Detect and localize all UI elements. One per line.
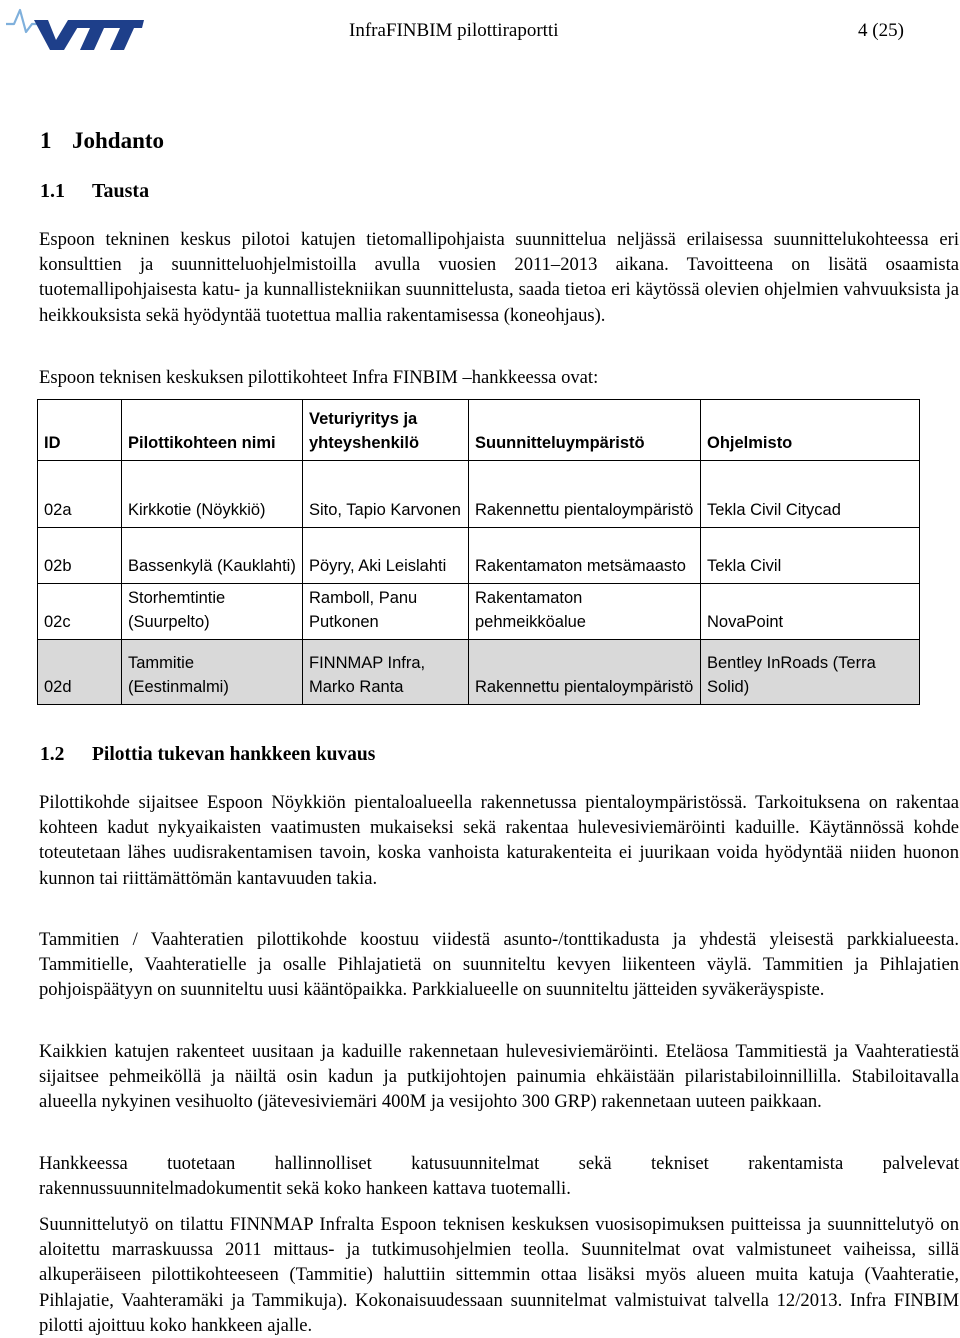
table-header-row [38,400,920,461]
page-number: 4 (25) [858,20,904,41]
cell-environment: Rakennettu pientaloympäristö [469,461,701,528]
cell-name: Tammitie (Eestinmalmi) [122,640,303,705]
cell-name: Kirkkotie (Nöykkiö) [122,461,303,528]
section-title: Johdanto [72,128,165,153]
paragraph-structures: Kaikkien katujen rakenteet uusitaan ja kaduille rakennetaan hulevesiviemäröinti. Eteläosa Tammitiestä ja Vaahteratiestä sijaitsee pehmeiköllä ja näiltä osin kadun ja putkijohtojen painumia ehkäistään pilaristabiloinnillilla. Stabiloitavalla alueella nykyinen vesihuolto (jätevesiviemäri 400M ja vesijohto 300 GRP) rakennetaan uuteen paikkaan. [39,1041,959,1113]
cell-software: Tekla Civil Citycad [701,461,920,528]
pilot-table [37,399,920,705]
intro-paragraph: Espoon tekninen keskus pilotoi katujen tietomallipohjaista suunnittelua neljässä erilaisessa suunnittelukohteessa eri konsulttien ja suunnitteluohjelmistoilla avulla vuosien 2011–2013 aikana. Tavoitteena on lisätä osaamista tuotemallipohjaisesta katu- ja kunnallistekniikan suunnittelusta, saada tietoa eri käytössä olevien ohjelmien vahvuuksista ja heikkouksista sekä hyödyntää tuotettua mallia rakentamisessa (koneohjaus). [39,229,959,326]
cell-contact: Pöyry, Aki Leislahti [303,528,469,584]
section-number: 1.2 [40,744,65,765]
header-contact: Veturiyritys ja yhteyshenkilö [303,400,469,461]
table-row [38,584,920,640]
section-heading-1-1 [40,180,149,203]
cell-name: Storhemtintie (Suurpelto) [122,584,303,640]
cell-id: 02a [38,461,122,528]
cell-software: Bentley InRoads (Terra Solid) [701,640,920,705]
header-software: Ohjelmisto [701,400,920,461]
page-header [0,0,960,60]
paragraph-location: Pilottikohde sijaitsee Espoon Nöykkiön pientaloalueella rakennetussa pientaloympäristössä. Tarkoituksena on rakentaa kohteen kadut nykyaikaisten vaatimusten mukaiseksi sekä rakentaa hulevesiviemäröinti kaduille. Käytännössä kohde toteutetaan lähes uudisrakentamisen tavoin, koska vanhoista katurakenteita ei juurikaan voida hyödyntää niiden huonon kunnon tai riittämättömän kantavuuden takia. [39,792,959,889]
table-row-highlighted [38,640,920,705]
header-id: ID [38,400,122,461]
section-title: Pilottia tukevan hankkeen kuvaus [92,744,376,765]
paragraph-tammitie: Tammitien / Vaahteratien pilottikohde koostuu viidestä asunto-/tonttikadusta ja yhdestä yleisestä parkkialueesta. Tammitielle, Vaahteratielle ja osalle Pihlajatietä on suunniteltu kevyen liikenteen väylä. Tammitien ja Pihlajatien pohjoispäätyyn on suunniteltu uusi kääntöpaikka. Parkkialueelle on suunniteltu jätteiden syväkeräyspiste. [39,929,959,1001]
cell-contact: Ramboll, Panu Putkonen [303,584,469,640]
cell-software: NovaPoint [701,584,920,640]
cell-contact: Sito, Tapio Karvonen [303,461,469,528]
cell-id: 02b [38,528,122,584]
table-intro: Espoon teknisen keskuksen pilottikohteet Infra FINBIM –hankkeessa ovat: [39,367,599,388]
cell-id: 02c [38,584,122,640]
cell-environment: Rakentamaton metsämaasto [469,528,701,584]
cell-software: Tekla Civil [701,528,920,584]
header-name: Pilottikohteen nimi [122,400,303,461]
cell-name: Bassenkylä (Kauklahti) [122,528,303,584]
cell-environment: Rakennettu pientaloympäristö [469,640,701,705]
header-environment: Suunnitteluympäristö [469,400,701,461]
document-title: InfraFINBIM pilottiraportti [349,20,559,41]
table-row [38,461,920,528]
section-number: 1.1 [40,180,65,202]
section-number: 1 [40,128,52,153]
paragraph-deliverables: Hankkeessa tuotetaan hallinnolliset katusuunnitelmat sekä tekniset rakentamista palvelevat rakennussuunnitelmadokumentit sekä koko hankeen kattava tuotemalli. [39,1153,959,1200]
vtt-logo [4,2,144,54]
paragraph-schedule: Suunnittelutyö on tilattu FINNMAP Infralta Espoon teknisen keskuksen vuosisopimuksen puitteissa ja suunnittelutyö on aloitettu marraskuussa 2011 mittaus- ja tutkimusohjelmien teolla. Suunnitelmat ovat valmistuneet vaiheissa, sillä alkuperäiseen pilottikohteeseen (Tammitie) haluttiin sittemmin ottaa lisäksi myös alueen muita katuja (Vaahteratie, Pihlajatie, Vaahteramäki ja Tammikuja). Kokonaisuudessaan suunnitelmat valmistuivat talvella 12/2013. Infra FINBIM pilotti ajoittuu koko hankkeen ajalle. [39,1214,959,1336]
cell-environment: Rakentamaton pehmeikköalue [469,584,701,640]
table-row [38,528,920,584]
cell-contact: FINNMAP Infra, Marko Ranta [303,640,469,705]
cell-id: 02d [38,640,122,705]
section-heading-1-2 [40,744,375,766]
section-title: Tausta [92,180,150,202]
section-heading-1 [40,128,164,154]
